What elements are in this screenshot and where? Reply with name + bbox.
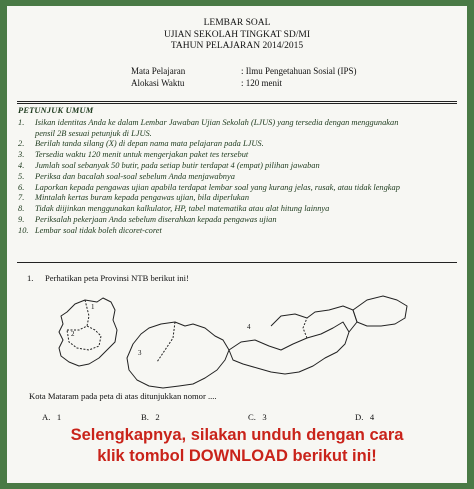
instruction-number: 7. [18, 193, 25, 203]
instruction-number: 10. [18, 225, 29, 235]
region-border [303, 318, 307, 338]
callout-line: Selengkapnya, silakan unduh dengan cara [70, 426, 404, 444]
map-label: 4 [247, 323, 251, 331]
exam-meta [131, 66, 357, 89]
instruction-item [18, 161, 458, 172]
map-label: 3 [138, 349, 142, 357]
option-letter: B. [141, 412, 149, 422]
document-header [7, 18, 467, 53]
divider [17, 262, 457, 263]
instructions-title: PETUNJUK UMUM [18, 106, 94, 115]
instructions-list [18, 118, 458, 237]
meta-value: : Ilmu Pengetahuan Sosial (IPS) [241, 66, 357, 76]
option-d[interactable] [355, 412, 374, 422]
instruction-text: Tersedia waktu 120 menit untuk mengerjakan paket tes tersebut [35, 150, 249, 160]
instruction-item [18, 172, 458, 183]
divider [17, 103, 457, 104]
instruction-item [18, 183, 458, 194]
header-exam-name: UJIAN SEKOLAH TINGKAT SD/MI [163, 29, 311, 40]
instruction-text-line: Isikan identitas Anda ke dalam Lembar Jawaban Ujian Sekolah (LJUS) yang tersedia dengan menggunakan [35, 117, 399, 127]
region-border [85, 300, 89, 326]
header-title: LEMBAR SOAL [203, 18, 271, 28]
instruction-number: 5. [18, 171, 25, 181]
instruction-item [18, 215, 458, 226]
map-label: 1 [91, 303, 95, 311]
divider [17, 101, 457, 102]
instruction-number: 8. [18, 204, 25, 214]
meta-label: Mata Pelajaran [131, 66, 186, 76]
instruction-item [18, 150, 458, 161]
instruction-number: 3. [18, 150, 25, 160]
ntb-province-map [45, 286, 445, 394]
meta-row-time [131, 78, 357, 90]
header-school-year: TAHUN PELAJARAN 2014/2015 [170, 41, 304, 51]
option-letter: C. [248, 412, 256, 422]
instruction-item [18, 193, 458, 204]
meta-label: Alokasi Waktu [131, 77, 185, 88]
instruction-item [18, 226, 458, 237]
option-letter: A. [42, 412, 51, 422]
instruction-number: 9. [18, 214, 25, 224]
instruction-number: 6. [18, 182, 25, 192]
instruction-text: Periksa dan bacalah soal-soal sebelum Anda menjawabnya [35, 171, 235, 181]
map-label: 2 [71, 330, 75, 338]
question-prompt [27, 273, 189, 283]
instruction-number: 4. [18, 160, 25, 170]
callout-line: klik tombol DOWNLOAD berikut ini! [97, 447, 377, 465]
option-b[interactable] [141, 412, 160, 422]
instruction-number: 2. [18, 139, 25, 149]
instruction-text: Berilah tanda silang (X) di depan nama mata pelajaran pada LJUS. [35, 139, 264, 149]
option-a[interactable] [42, 412, 61, 422]
option-letter: D. [355, 412, 364, 422]
instruction-text: Mintalah kertas buram kepada pengawas ujian, bila diperlukan [35, 193, 250, 203]
instruction-text: Lembar soal tidak boleh dicoret-coret [35, 225, 162, 235]
meta-value: : 120 menit [241, 77, 282, 88]
instruction-text: Tidak diijinkan menggunakan kalkulator, HP, tabel matematika atau alat hitung lainnya [35, 204, 330, 214]
question-stem: Kota Mataram pada peta di atas ditunjukkan nomor .... [29, 391, 217, 401]
instruction-number: 1. [18, 117, 25, 127]
small-island-outline [353, 296, 407, 326]
region-border [157, 322, 175, 362]
instruction-item [18, 118, 458, 140]
instruction-text: Periksalah pekerjaan Anda sebelum diserahkan kepada pengawas ujian [35, 214, 277, 224]
instruction-text: Laporkan kepada pengawas ujian apabila terdapat lembar soal yang kurang jelas, rusak, atau tidak lengkap [35, 182, 400, 192]
sumbawa-west-outline [127, 322, 229, 388]
option-c[interactable] [248, 412, 267, 422]
instruction-item [18, 139, 458, 150]
exam-sheet [7, 6, 467, 483]
option-value: 3 [262, 412, 267, 422]
download-callout[interactable] [7, 425, 467, 467]
instruction-text: Jumlah soal sebanyak 50 butir, pada setiap butir terdapat 4 (empat) pilihan jawaban [35, 160, 320, 170]
option-value: 4 [369, 412, 375, 422]
meta-row-subject [131, 66, 357, 78]
instruction-item [18, 204, 458, 215]
option-value: 1 [56, 412, 62, 422]
question-number: 1. [27, 273, 34, 283]
instruction-text-line: pensil 2B sesuai petunjuk di LJUS. [35, 128, 152, 138]
question-text: Perhatikan peta Provinsi NTB berikut ini! [45, 273, 189, 283]
instruction-text [35, 118, 458, 140]
region-border [271, 306, 357, 332]
option-value: 2 [155, 412, 160, 422]
general-instructions [18, 106, 458, 237]
